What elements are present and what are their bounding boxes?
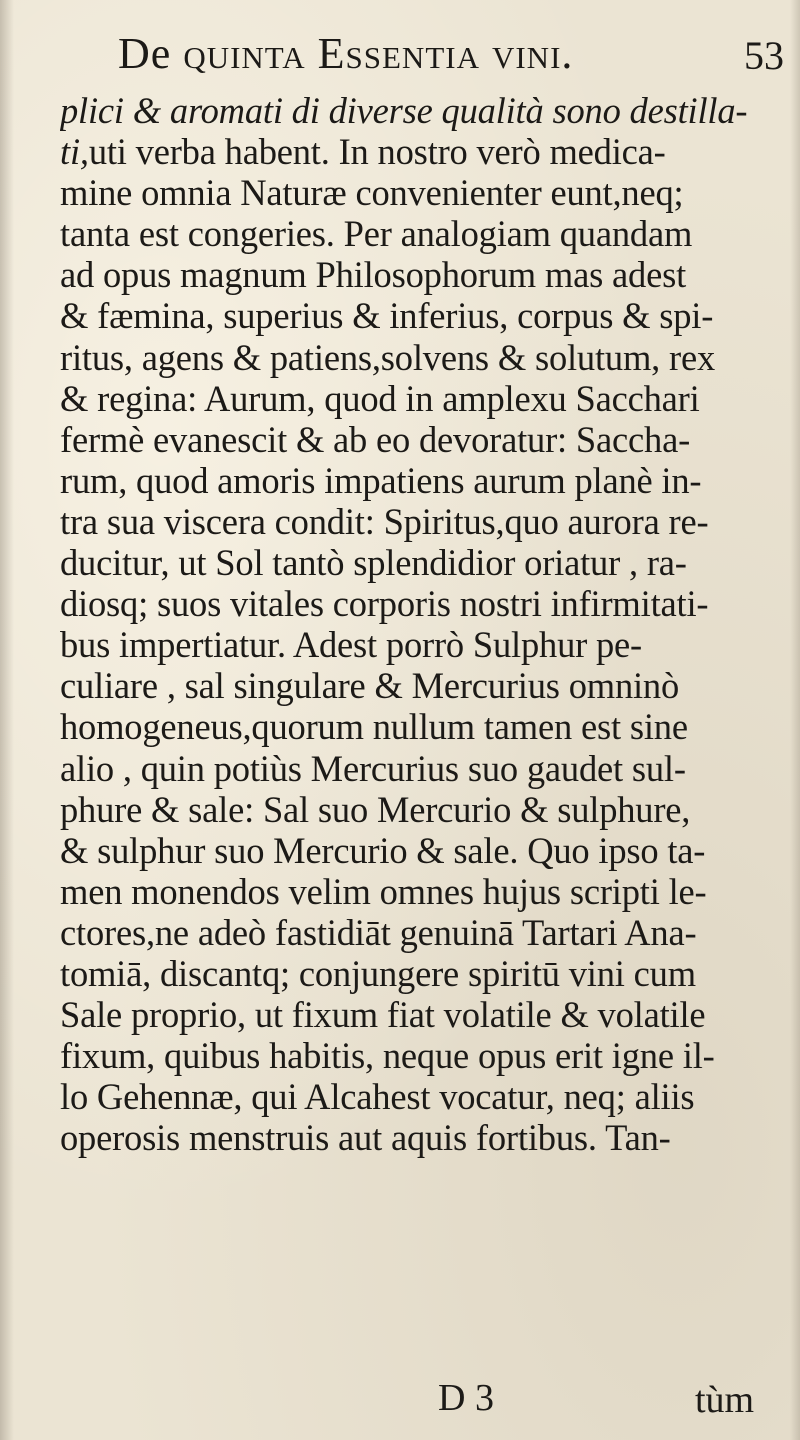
text-line [60,748,800,789]
running-head-initial: De [118,29,184,78]
text-line [60,460,800,501]
roman-text: & sulphur suo Mercurio & sale. Quo ipso ta- [60,829,706,871]
roman-text: rum, quod amoris impatiens aurum planè in- [60,459,702,501]
roman-text: ad opus magnum Philosophorum mas adest [60,254,687,296]
signature-mark: D 3 [438,1377,494,1419]
roman-text: diosq; suos vitales corporis nostri infirmitati- [60,583,709,625]
roman-text: men monendos velim omnes hujus scripti le- [60,870,707,912]
text-line [60,90,800,131]
italic-text: plici & aromati di diverse qualità sono destilla- [60,90,748,131]
text-line [60,172,800,213]
body-text [60,90,800,1158]
text-line [60,213,800,254]
text-line [60,871,800,912]
text-line [60,830,800,871]
italic-text: ti, [60,131,89,173]
text-line [60,1076,800,1117]
text-line [60,254,800,295]
text-line [60,706,800,747]
text-line [60,378,800,419]
page-footer [0,1376,800,1426]
running-head-title: quinta Essentia vini. [183,29,574,78]
text-line [60,131,800,172]
text-line [60,789,800,830]
text-line [60,665,800,706]
text-line [60,583,800,624]
text-line [60,295,800,336]
roman-text: uti verba habent. In nostro verò medica- [88,131,666,173]
roman-text: fermè evanescit & ab eo devoratur: Saccha- [60,418,691,460]
text-line [60,419,800,460]
text-line [60,624,800,665]
roman-text: culiare , sal singulare & Mercurius omninò [60,665,680,707]
text-line [60,953,800,994]
roman-text: alio , quin potiùs Mercurius suo gaudet sul- [60,747,686,789]
roman-text: tomiā, discantq; conjungere spiritū vini cum [60,952,696,994]
text-line [60,501,800,542]
roman-text: Sale proprio, ut fixum fiat volatile & volatile [60,994,706,1036]
roman-text: lo Gehennæ, qui Alcahest vocatur, neq; aliis [60,1076,695,1118]
text-line [60,337,800,378]
roman-text: & regina: Aurum, quod in amplexu Sacchari [60,377,700,419]
roman-text: phure & sale: Sal suo Mercurio & sulphure, [60,788,691,830]
binding-gutter-shadow [0,0,14,1440]
roman-text: operosis menstruis aut aquis fortibus. Tan- [60,1117,671,1159]
roman-text: ducitur, ut Sol tantò splendidior oriatur , ra- [60,542,687,584]
page-number: 53 [744,33,784,78]
catchword: tùm [695,1379,755,1421]
text-line [60,1035,800,1076]
roman-text: bus impertiatur. Adest porrò Sulphur pe- [60,624,643,666]
running-head [118,28,573,79]
roman-text: ctores,ne adeò fastidiāt genuinā Tartari Ana- [60,911,697,953]
roman-text: tra sua viscera condit: Spiritus,quo aurora re- [60,500,709,542]
roman-text: ritus, agens & patiens,solvens & solutum, rex [60,336,716,378]
text-line [60,912,800,953]
roman-text: tanta est congeries. Per analogiam quandam [60,213,693,255]
text-line [60,994,800,1035]
roman-text: mine omnia Naturæ convenienter eunt,neq; [60,172,684,214]
page-header [58,28,788,88]
text-line [60,1117,800,1158]
text-line [60,542,800,583]
roman-text: fixum, quibus habitis, neque opus erit igne il- [60,1035,715,1077]
roman-text: & fæmina, superius & inferius, corpus & spi- [60,295,714,337]
roman-text: homogeneus,quorum nullum tamen est sine [60,706,688,748]
